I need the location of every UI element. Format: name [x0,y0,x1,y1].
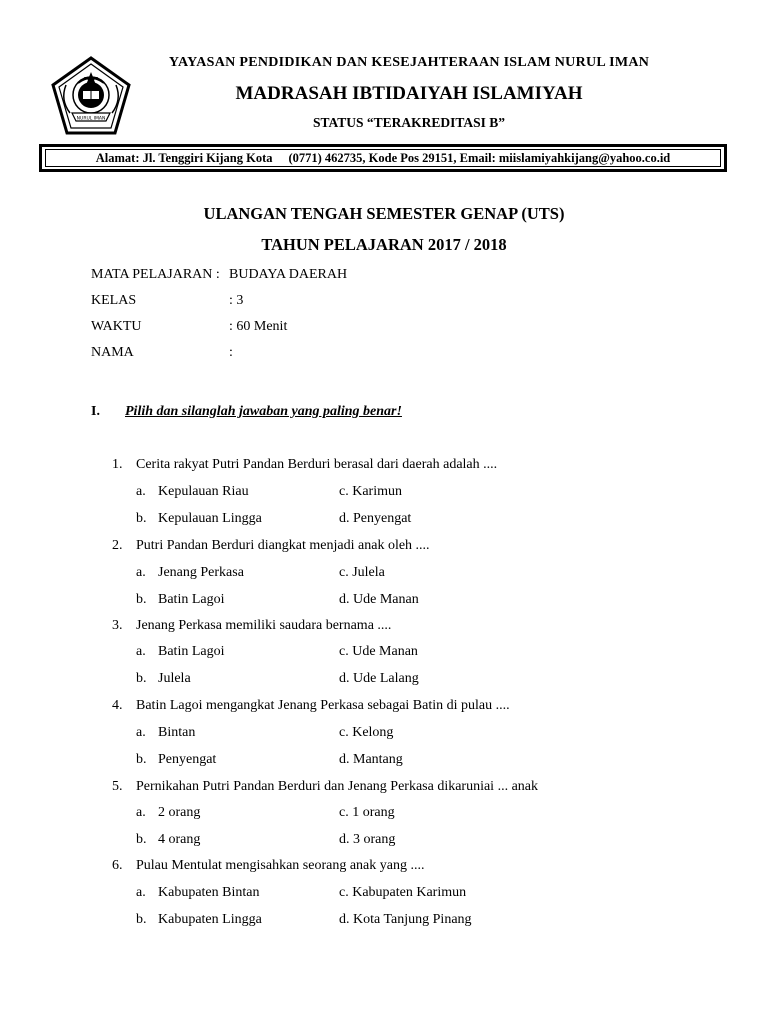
option-b-letter: b. [136,912,147,927]
option-c: c. Karimun [339,484,402,499]
section-instruction: Pilih dan silanglah jawaban yang paling benar! [125,404,402,419]
question-number: 1. [112,457,123,472]
option-a: Bintan [158,725,196,740]
option-c: c. 1 orang [339,805,395,820]
option-a-letter: a. [136,644,146,659]
option-b: Batin Lagoi [158,592,225,607]
option-b: Penyengat [158,752,217,767]
question-text: Pernikahan Putri Pandan Berduri dan Jenang Perkasa dikaruniai ... anak [136,779,539,794]
field-label-time: WAKTU [91,319,142,334]
option-a-letter: a. [136,565,146,580]
question-text: Jenang Perkasa memiliki saudara bernama .... [136,618,392,633]
field-value-time: : 60 Menit [229,319,288,334]
option-b: Julela [158,671,191,686]
option-a: Kabupaten Bintan [158,885,260,900]
section-number: I. [91,404,100,419]
field-label-name: NAMA [91,345,134,360]
option-b-letter: b. [136,671,147,686]
option-b-letter: b. [136,592,147,607]
option-a: Jenang Perkasa [158,565,244,580]
option-b-letter: b. [136,511,147,526]
question-number: 6. [112,858,123,873]
option-a: Kepulauan Riau [158,484,249,499]
field-label-subject: MATA PELAJARAN : [91,267,220,282]
question-number: 3. [112,618,123,633]
option-b: 4 orang [158,832,201,847]
option-a-letter: a. [136,885,146,900]
foundation-name: YAYASAN PENDIDIKAN DAN KESEJAHTERAAN ISLAM NURUL IMAN [168,55,650,70]
school-name: MADRASAH IBTIDAIYAH ISLAMIYAH [235,83,583,104]
option-d: d. Kota Tanjung Pinang [339,912,472,927]
question-text: Pulau Mentulat mengisahkan seorang anak yang .... [136,858,425,873]
option-b: Kabupaten Lingga [158,912,262,927]
address-text: Alamat: Jl. Tenggiri Kijang Kota (0771) 462735, Kode Pos 29151, Email: miislamiyahkijang@yahoo.co.id [45,149,721,167]
option-d: d. Ude Manan [339,592,419,607]
option-d: d. Ude Lalang [339,671,419,686]
logo-ribbon-text: NURUL IMAN [76,116,106,122]
accreditation-status: STATUS “TERAKREDITASI B” [312,115,506,130]
field-value-class: : 3 [229,293,244,308]
option-d: d. 3 orang [339,832,396,847]
question-number: 4. [112,698,123,713]
option-a: 2 orang [158,805,201,820]
option-d: d. Mantang [339,752,403,767]
option-b: Kepulauan Lingga [158,511,262,526]
field-value-name: : [229,345,233,360]
option-b-letter: b. [136,752,147,767]
question-text: Putri Pandan Berduri diangkat menjadi anak oleh .... [136,538,430,553]
exam-year: TAHUN PELAJARAN 2017 / 2018 [261,235,507,254]
field-label-class: KELAS [91,293,137,308]
option-a: Batin Lagoi [158,644,225,659]
option-c: c. Ude Manan [339,644,418,659]
option-c: c. Kelong [339,725,394,740]
question-text: Cerita rakyat Putri Pandan Berduri berasal dari daerah adalah .... [136,457,498,472]
option-a-letter: a. [136,725,146,740]
option-c: c. Kabupaten Karimun [339,885,467,900]
question-number: 5. [112,779,123,794]
option-d: d. Penyengat [339,511,412,526]
option-a-letter: a. [136,484,146,499]
address-box [39,144,727,172]
option-c: c. Julela [339,565,385,580]
question-number: 2. [112,538,123,553]
question-text: Batin Lagoi mengangkat Jenang Perkasa sebagai Batin di pulau .... [136,698,510,713]
option-a-letter: a. [136,805,146,820]
option-b-letter: b. [136,832,147,847]
field-value-subject: BUDAYA DAERAH [229,267,348,282]
exam-title: ULANGAN TENGAH SEMESTER GENAP (UTS) [203,204,565,223]
